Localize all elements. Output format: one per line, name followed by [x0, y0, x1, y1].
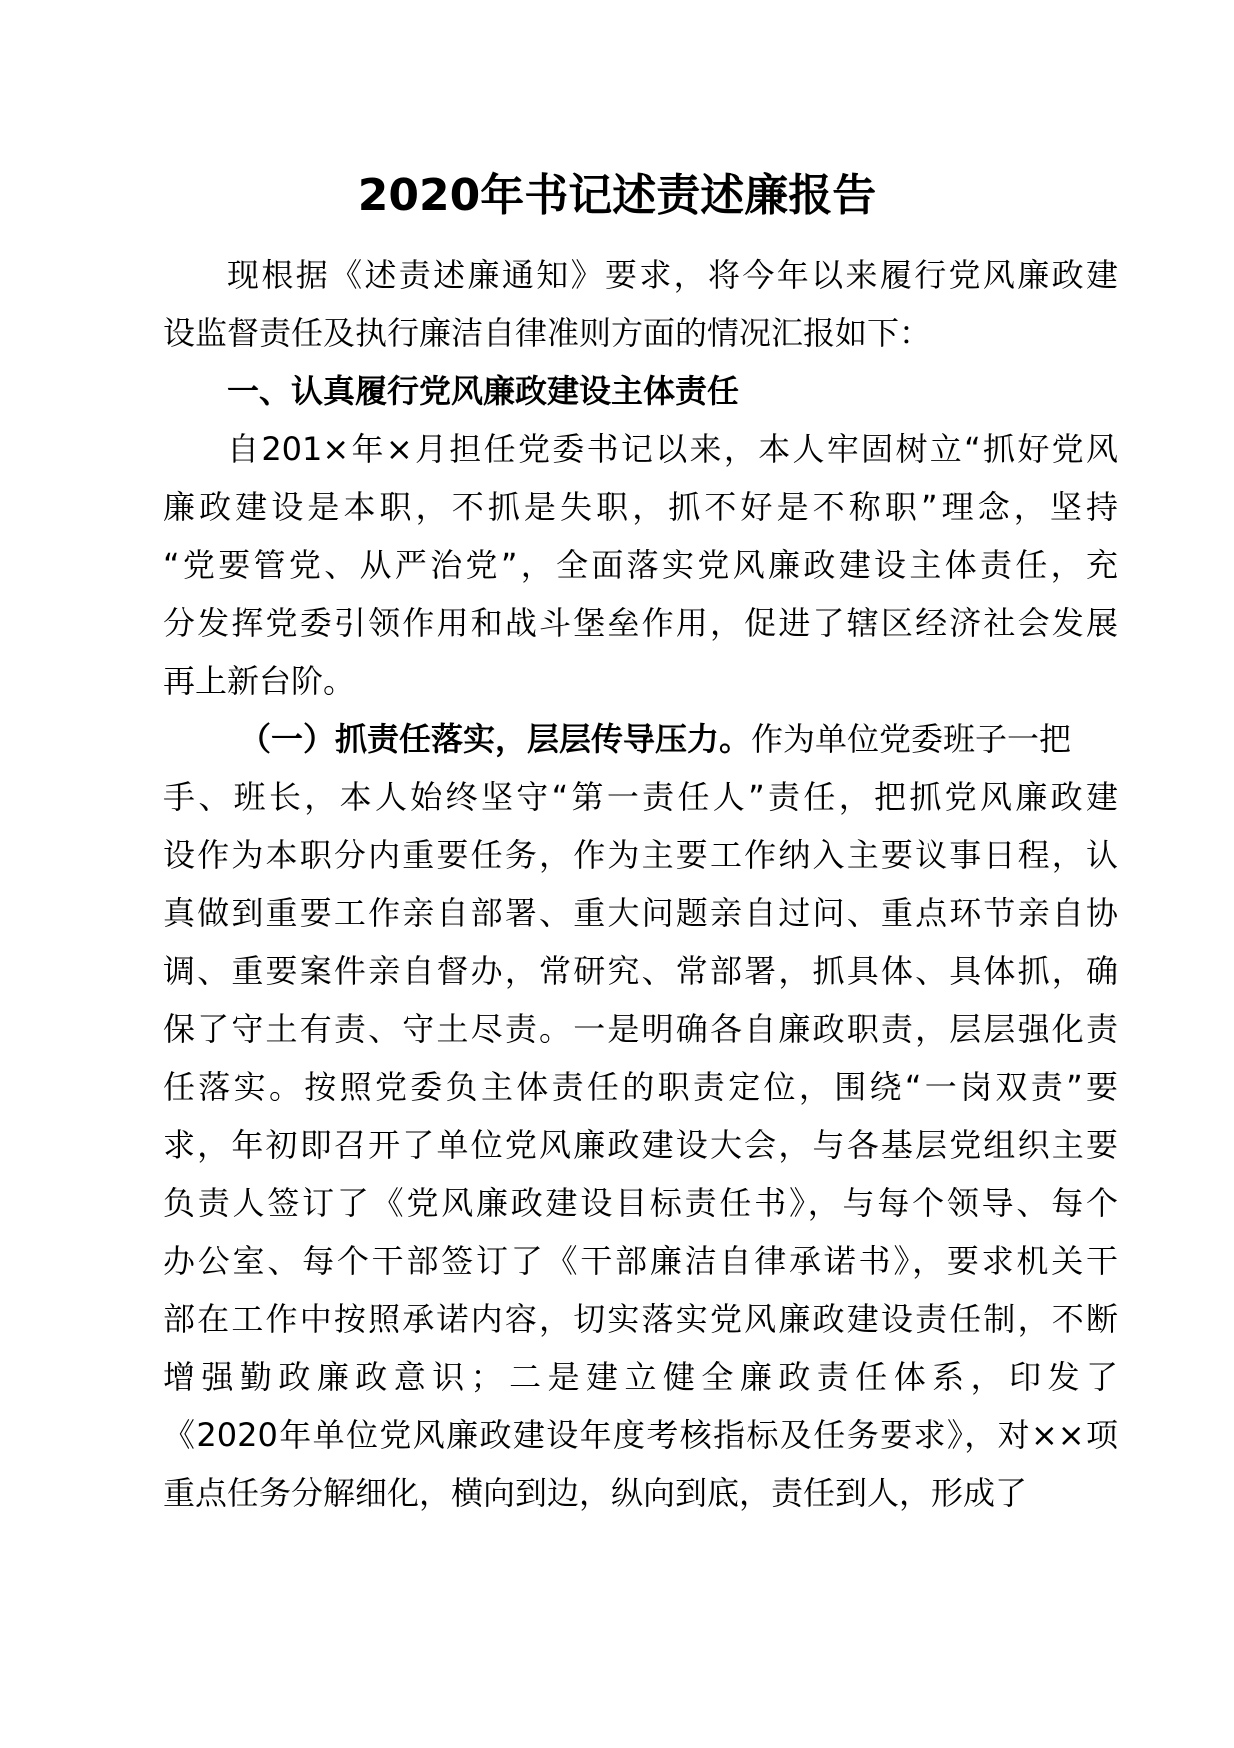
paragraph-line: 现根据《述责述廉通知》要求，将今年以来履行党风廉政建 — [227, 256, 1118, 294]
paragraph-line: 自201×年×月担任党委书记以来，本人牢固树立“抓好党风 — [227, 430, 1118, 468]
paragraph-line: “党要管党、从严治党”，全面落实党风廉政建设主体责任，充 — [163, 546, 1118, 584]
paragraph-line: 调、重要案件亲自督办，常研究、常部署，抓具体、具体抓，确 — [163, 952, 1118, 990]
paragraph-line: 设作为本职分内重要任务，作为主要工作纳入主要议事日程，认 — [163, 836, 1118, 874]
paragraph-line: 分发挥党委引领作用和战斗堡垒作用，促进了辖区经济社会发展 — [163, 604, 1118, 642]
paragraph-line: 任落实。按照党委负主体责任的职责定位，围绕“一岗双责”要 — [163, 1068, 1118, 1106]
paragraph-line: 办公室、每个干部签订了《干部廉洁自律承诺书》，要求机关干 — [163, 1242, 1118, 1280]
paragraph-line: 重点任务分解细化，横向到边，纵向到底，责任到人，形成了 — [163, 1474, 1028, 1512]
paragraph-line: 设监督责任及执行廉洁自律准则方面的情况汇报如下： — [163, 314, 932, 352]
paragraph-line: 部在工作中按照承诺内容，切实落实党风廉政建设责任制，不断 — [163, 1300, 1118, 1338]
paragraph-line: 负责人签订了《党风廉政建设目标责任书》，与每个领导、每个 — [163, 1184, 1118, 1222]
subsection-heading: （一）抓责任落实，层层传导压力。 — [239, 720, 752, 758]
document-title: 2020年书记述责述廉报告 — [357, 170, 877, 221]
paragraph-line: 保了守土有责、守土尽责。一是明确各自廉政职责，层层强化责 — [163, 1010, 1118, 1048]
paragraph-line: 廉政建设是本职，不抓是失职，抓不好是不称职”理念，坚持 — [163, 488, 1118, 526]
paragraph-line: 手、班长，本人始终坚守“第一责任人”责任，把抓党风廉政建 — [163, 778, 1118, 816]
paragraph-line: 增强勤政廉政意识；二是建立健全廉政责任体系，印发了 — [163, 1358, 1118, 1396]
section-heading: 一、认真履行党风廉政建设主体责任 — [227, 372, 740, 410]
paragraph-line: 求，年初即召开了单位党风廉政建设大会，与各基层党组织主要 — [163, 1126, 1118, 1164]
paragraph-text: 作为单位党委班子一把 — [751, 720, 1072, 758]
document-body — [163, 246, 1118, 1522]
paragraph-line: 再上新台阶。 — [163, 662, 356, 700]
paragraph-line: 真做到重要工作亲自部署、重大问题亲自过问、重点环节亲自协 — [163, 894, 1118, 932]
subsection-line — [163, 710, 1118, 768]
paragraph-line: 《2020年单位党风廉政建设年度考核指标及任务要求》，对××项 — [163, 1416, 1118, 1454]
